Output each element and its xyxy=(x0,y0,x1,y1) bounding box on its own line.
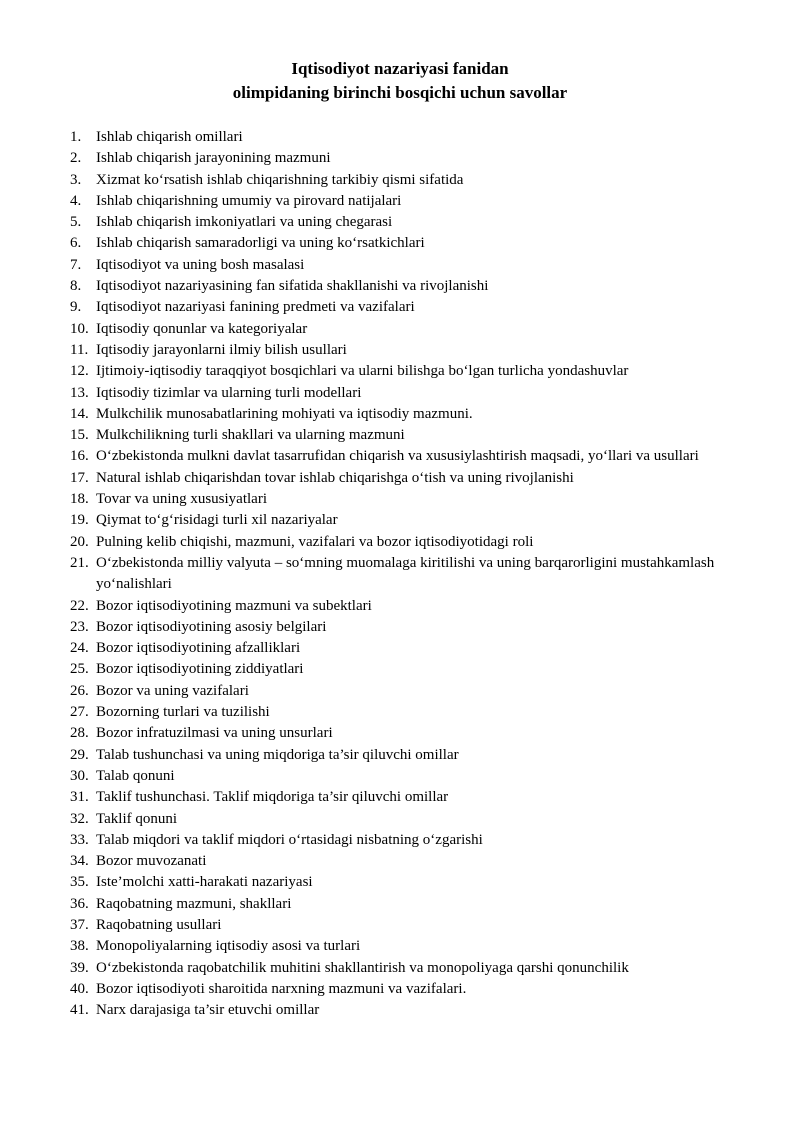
question-number: 5. xyxy=(70,214,82,231)
question-item xyxy=(70,383,730,404)
question-text: Iqtisodiyot nazariyasi fanining predmeti va vazifalari xyxy=(96,299,415,316)
question-number: 34. xyxy=(70,853,89,870)
question-text: Iste’molchi xatti-harakati nazariyasi xyxy=(96,874,313,891)
question-number: 20. xyxy=(70,533,89,550)
question-number: 36. xyxy=(70,895,89,912)
question-number: 9. xyxy=(70,299,82,316)
question-number: 27. xyxy=(70,704,89,721)
question-number: 35. xyxy=(70,874,89,891)
question-item xyxy=(70,936,730,957)
question-text: Raqobatning mazmuni, shakllari xyxy=(96,895,292,912)
question-item xyxy=(70,766,730,787)
question-text: Iqtisodiy tizimlar va ularning turli modellari xyxy=(96,384,362,401)
question-text: Ijtimoiy-iqtisodiy taraqqiyot bosqichlari va ularni bilishga bo‘lgan turlicha yondashuvlar xyxy=(96,363,629,380)
question-number: 24. xyxy=(70,640,89,657)
question-item xyxy=(70,446,730,467)
question-number: 17. xyxy=(70,469,89,486)
question-number: 8. xyxy=(70,278,82,295)
question-item xyxy=(70,1000,730,1021)
question-item xyxy=(70,276,730,297)
question-number: 6. xyxy=(70,235,82,252)
question-number: 30. xyxy=(70,767,89,784)
question-number: 32. xyxy=(70,810,89,827)
question-text: Bozor muvozanati xyxy=(96,853,207,870)
question-number: 16. xyxy=(70,448,89,465)
question-text: Mulkchilik munosabatlarining mohiyati va iqtisodiy mazmuni. xyxy=(96,405,473,422)
document-title-line-2: olimpidaning birinchi bosqichi uchun savollar xyxy=(232,83,568,102)
question-text: Natural ishlab chiqarishdan tovar ishlab chiqarishga o‘tish va uning rivojlanishi xyxy=(96,469,574,486)
question-number: 2. xyxy=(70,150,82,167)
question-item xyxy=(70,638,730,659)
question-item xyxy=(70,148,730,169)
question-item xyxy=(70,659,730,680)
question-item xyxy=(70,851,730,872)
question-item xyxy=(70,723,730,744)
question-item xyxy=(70,809,730,830)
question-text: Iqtisodiyot nazariyasining fan sifatida shakllanishi va rivojlanishi xyxy=(96,278,489,295)
question-item xyxy=(70,872,730,893)
question-item xyxy=(70,425,730,446)
question-text: Xizmat ko‘rsatish ishlab chiqarishning tarkibiy qismi sifatida xyxy=(96,171,464,188)
question-item xyxy=(70,255,730,276)
question-text: O‘zbekistonda mulkni davlat tasarrufidan chiqarish va xususiylashtirish maqsadi, yo‘llari va usullari xyxy=(96,448,699,465)
question-number: 37. xyxy=(70,916,89,933)
question-number: 26. xyxy=(70,682,89,699)
question-item xyxy=(70,745,730,766)
question-text: Bozor iqtisodiyoti sharoitida narxning mazmuni va vazifalari. xyxy=(96,980,467,997)
question-item xyxy=(70,404,730,425)
question-number: 41. xyxy=(70,1002,89,1019)
question-text: Taklif qonuni xyxy=(96,810,178,827)
question-item xyxy=(70,787,730,808)
question-text: O‘zbekistonda milliy valyuta – so‘mning muomalaga kiritilishi va uning barqarorligini mustahkamlash yo‘nalishlari xyxy=(96,554,715,593)
question-text: Ishlab chiqarish imkoniyatlari va uning chegarasi xyxy=(96,214,393,231)
question-item xyxy=(70,702,730,723)
question-number: 18. xyxy=(70,491,89,508)
question-item xyxy=(70,297,730,318)
question-number: 10. xyxy=(70,320,89,337)
question-number: 13. xyxy=(70,384,89,401)
question-number: 12. xyxy=(70,363,89,380)
question-text: Bozorning turlari va tuzilishi xyxy=(96,704,270,721)
question-text: Bozor iqtisodiyotining mazmuni va subektlari xyxy=(96,597,372,614)
question-item xyxy=(70,617,730,638)
question-number: 39. xyxy=(70,959,89,976)
question-text: Talab qonuni xyxy=(96,767,175,784)
question-text: Ishlab chiqarish samaradorligi va uning ko‘rsatkichlari xyxy=(96,235,425,252)
question-item xyxy=(70,979,730,1000)
question-item xyxy=(70,958,730,979)
question-number: 23. xyxy=(70,618,89,635)
question-item xyxy=(70,596,730,617)
question-text: Monopoliyalarning iqtisodiy asosi va turlari xyxy=(96,938,361,955)
question-item xyxy=(70,127,730,148)
question-item xyxy=(70,361,730,382)
question-item xyxy=(70,212,730,233)
question-number: 28. xyxy=(70,725,89,742)
document-title-line-1: Iqtisodiyot nazariyasi fanidan xyxy=(291,59,509,78)
question-item xyxy=(70,468,730,489)
question-text: Ishlab chiqarishning umumiy va pirovard natijalari xyxy=(96,192,402,209)
question-text: Iqtisodiy jarayonlarni ilmiy bilish usullari xyxy=(96,341,347,358)
question-text: Bozor iqtisodiyotining ziddiyatlari xyxy=(96,661,304,678)
question-text: Narx darajasiga ta’sir etuvchi omillar xyxy=(96,1002,320,1019)
question-item xyxy=(70,830,730,851)
question-text: Iqtisodiy qonunlar va kategoriyalar xyxy=(96,320,308,337)
question-text: Pulning kelib chiqishi, mazmuni, vazifalari va bozor iqtisodiyotidagi roli xyxy=(96,533,534,550)
question-list xyxy=(70,127,730,1021)
question-text: Ishlab chiqarish jarayonining mazmuni xyxy=(96,150,331,167)
question-number: 25. xyxy=(70,661,89,678)
question-number: 29. xyxy=(70,746,89,763)
question-number: 3. xyxy=(70,171,82,188)
question-text: O‘zbekistonda raqobatchilik muhitini shakllantirish va monopoliyaga qarshi qonunchilik xyxy=(96,959,629,976)
question-text: Mulkchilikning turli shakllari va ularning mazmuni xyxy=(96,427,405,444)
question-text: Bozor iqtisodiyotining asosiy belgilari xyxy=(96,618,327,635)
question-number: 19. xyxy=(70,512,89,529)
question-number: 38. xyxy=(70,938,89,955)
question-item xyxy=(70,894,730,915)
question-item xyxy=(70,915,730,936)
question-number: 11. xyxy=(70,341,89,358)
question-item xyxy=(70,191,730,212)
question-item xyxy=(70,532,730,553)
question-item xyxy=(70,681,730,702)
question-text: Taklif tushunchasi. Taklif miqdoriga ta’sir qiluvchi omillar xyxy=(96,789,449,806)
question-number: 21. xyxy=(70,554,89,571)
question-number: 33. xyxy=(70,831,89,848)
question-text: Iqtisodiyot va uning bosh masalasi xyxy=(96,256,305,273)
question-item xyxy=(70,510,730,531)
question-item xyxy=(70,170,730,191)
question-text: Bozor va uning vazifalari xyxy=(96,682,249,699)
question-text: Tovar va uning xususiyatlari xyxy=(96,491,267,508)
question-number: 22. xyxy=(70,597,89,614)
question-number: 1. xyxy=(70,129,82,145)
question-number: 14. xyxy=(70,405,89,422)
question-text: Talab tushunchasi va uning miqdoriga ta’sir qiluvchi omillar xyxy=(96,746,459,763)
question-text: Bozor iqtisodiyotining afzalliklari xyxy=(96,640,301,657)
question-item xyxy=(70,553,730,596)
question-number: 4. xyxy=(70,192,82,209)
question-text: Ishlab chiqarish omillari xyxy=(96,129,243,145)
question-number: 40. xyxy=(70,980,89,997)
question-text: Qiymat to‘g‘risidagi turli xil nazariyalar xyxy=(96,512,338,529)
question-number: 31. xyxy=(70,789,89,806)
question-item xyxy=(70,233,730,254)
question-number: 7. xyxy=(70,256,82,273)
question-item xyxy=(70,489,730,510)
question-item xyxy=(70,319,730,340)
question-text: Talab miqdori va taklif miqdori o‘rtasidagi nisbatning o‘zgarishi xyxy=(96,831,483,848)
question-item xyxy=(70,340,730,361)
question-text: Bozor infratuzilmasi va uning unsurlari xyxy=(96,725,333,742)
question-text: Raqobatning usullari xyxy=(96,916,222,933)
question-number: 15. xyxy=(70,427,89,444)
